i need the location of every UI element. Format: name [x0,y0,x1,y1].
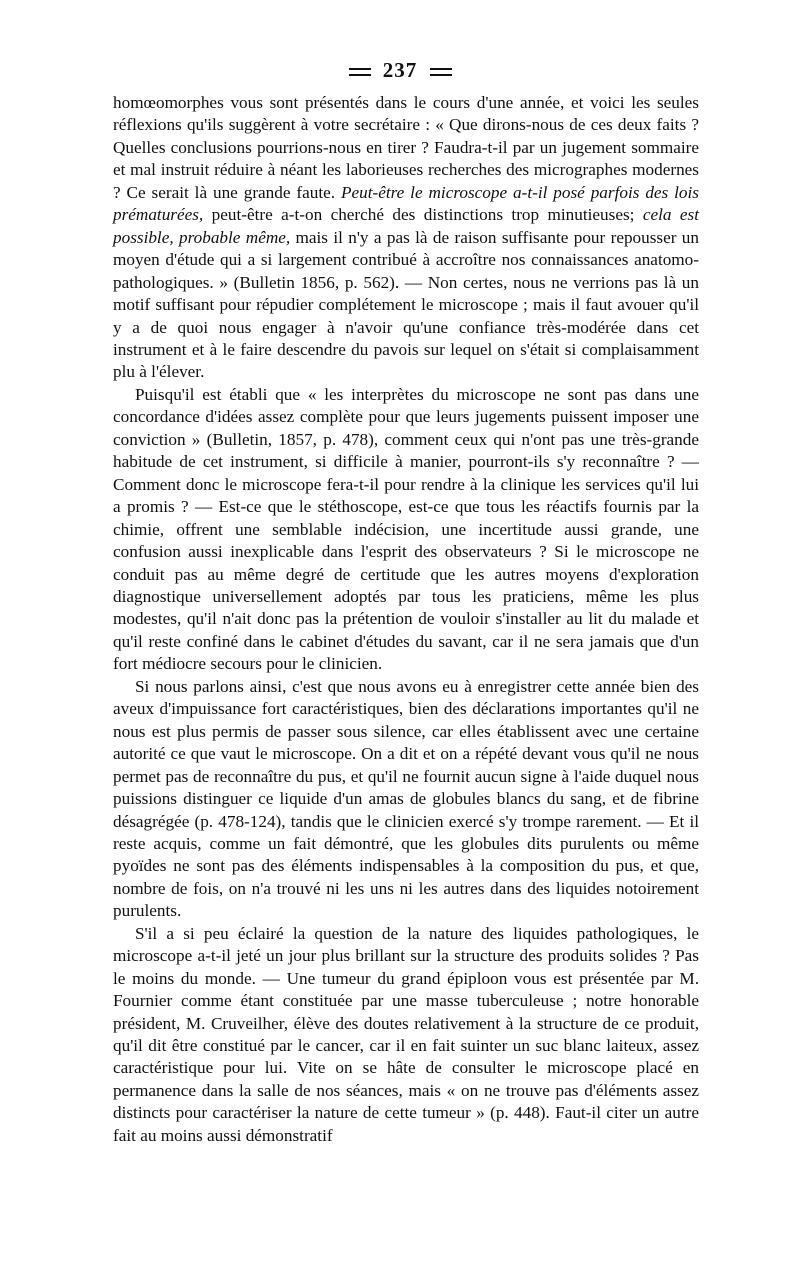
italic-run: Peut-être le microscope a-t-il posé parfois des lois prématurées, [113,182,699,225]
paragraph [113,923,699,1148]
text-run: mais il n'y a pas là de raison suffisante pour repousser un moyen d'étude qui a si largement contribué à accroître nos connaissances anatomo-pathologiques. » (Bulletin 1856, p. 562). — Non certes, nous ne verrions pas là un motif suffisant pour répudier complétement le microscope ; mais il faut avouer qu'il y a de quoi nous engager à n'avoir qu'une confiance très-modérée dans cet instrument et à le faire descendre du pavois sur lequel on s'était si complaisamment plu à l'élever. [113,227,699,382]
paragraph [113,92,699,384]
page-header [0,58,800,83]
header-rule-left [349,68,371,76]
italic-run: cela est possible, probable même, [113,205,699,247]
paragraph [113,676,699,923]
text-run: S'il a si peu éclairé la question de la nature des liquides pathologiques, le microscope a-t-il jeté un jour plus brillant sur la structure des produits solides ? Pas le moins du monde. — Une tumeur du grand épiploon vous est présentée par M. Fournier comme étant constituée par une masse tuberculeuse ; notre honorable président, M. Cruveilher, élève des doutes relativement à la structure de ce produit, qu'il dit être constitué par le cancer, car il en fait suinter un suc blanc laiteux, assez caractéristique pour lui. Vite on se hâte de consulter le microscope placé en permanence dans la salle de nos séances, mais « on ne trouve pas d'éléments assez distincts pour caractériser la nature de cette tumeur » (p. 448). Faut-il citer un autre fait au moins aussi démonstratif [113,923,699,1145]
header-rule-right [430,68,452,76]
text-body [113,92,699,1147]
paragraph [113,384,699,676]
text-run: Si nous parlons ainsi, c'est que nous avons eu à enregistrer cette année bien des aveux d'impuissance fort caractéristiques, bien des déclarations importantes qu'il ne nous est plus permis de passer sous silence, car elles établissent avec une certaine autorité ce que vaut le microscope. On a dit et on a répété devant vous qu'il ne nous permet pas de reconnaître du pus, et qu'il ne fournit aucun signe à l'aide duquel nous puissions distinguer ce liquide d'un amas de globules blancs du sang, et de fibrine désagrégée (p. 478-124), tandis que le clinicien exercé s'y trompe rarement. — Et il reste acquis, comme un fait démontré, que les globules dits purulents ou même pyoïdes ne sont pas des éléments indispensables à la composition du pus, et que, nombre de fois, on n'a trouvé ni les uns ni les autres dans des liquides notoirement purulents. [113,676,699,921]
text-run: Puisqu'il est établi que « les interprètes du microscope ne sont pas dans une concordance d'idées assez complète pour que leurs jugements puissent imposer une conviction » (Bulletin, 1857, p. 478), comment ceux qui n'ont pas une très-grande habitude de cet instrument, si difficile à manier, pourront-ils s'y reconnaître ? — Comment donc le microscope fera-t-il pour rendre à la clinique les services qu'il lui a promis ? — Est-ce que le stéthoscope, est-ce que tous les réactifs fournis par la chimie, offrent une semblable indécision, une incertitude aussi grande, une confusion aussi inexplicable dans l'esprit des observateurs ? Si le microscope ne conduit pas au même degré de certitude que les autres moyens d'exploration diagnostique universellement adoptés par tous les praticiens, même les plus modestes, qu'il n'ait donc pas la prétention de vouloir s'installer au lit du malade et qu'il reste confiné dans le cabinet d'études du savant, car il ne sera jamais que d'un fort médiocre secours pour le clinicien. [113,384,699,674]
text-run: homœomorphes vous sont présentés dans le cours d'une année, et voici les seules réflexions qu'ils suggèrent à votre secrétaire : « Que dirons-nous de ces deux faits ? Quelles conclusions pourrions-nous en tirer ? Faudra-t-il par un jugement sommaire et mal instruit réduire à néant les laborieuses recherches des micrographes modernes ? Ce serait là une grande faute. [113,93,699,202]
text-run: peut-être a-t-on cherché des distinctions trop minutieuses; [203,205,643,225]
page-number: 237 [382,58,418,82]
